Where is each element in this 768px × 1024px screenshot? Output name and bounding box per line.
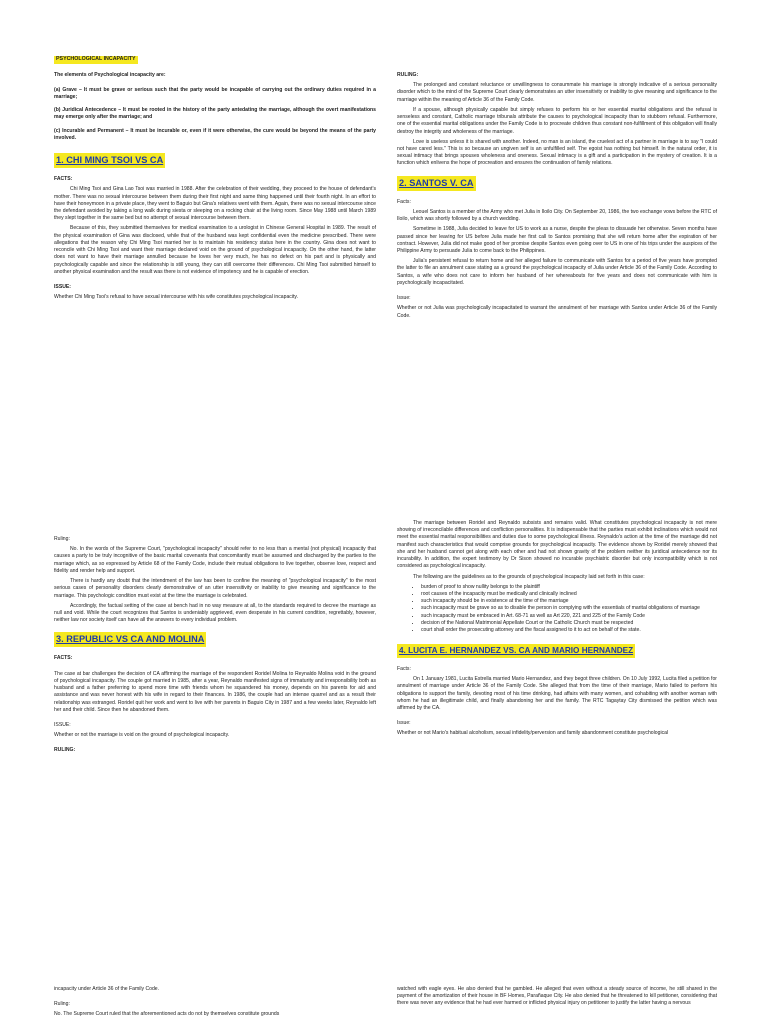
issue-text: Whether or not Mario's habitual alcoholism, sexual infidelity/perversion and family abandonment constitute psychological	[397, 730, 669, 737]
page3-left-column	[54, 986, 376, 1022]
issue-text: Whether Chi Ming Tsoi's refusal to have sexual intercourse with his wife constitutes psychological incapacity.	[54, 294, 298, 301]
page2-right-column	[397, 520, 717, 741]
ruling-paragraph: There is hardly any doubt that the intendment of the law has been to confine the meaning of "psychological incapacity" to the most serious cases of personality disorders clearly demonstrative of an utter insensitivity or inability to give meaning and significance to the marriage. This psychologic condition must exist at the time the marriage is celebrated.	[54, 578, 376, 599]
facts-paragraph: Chi Ming Tsoi and Gina Lao Tsoi was married in 1988. After the celebration of their wedding, they proceed to the house of defendant's mother. There was no sexual intercourse between them during their first night and same thing happened until their fourth night. In an effort to have their honeymoon in a private place, they went to Baguio but Gina's relatives went with them. Again, there was no sexual intercourse since the defendant avoided by taking a long walk during siesta or sleeping on a rocking chair at the living room. Since May 1988 until March 1989 they slept together in the same bed but no attempt of sexual intercourse between them.	[54, 186, 376, 222]
issue-text: Whether or not the marriage is void on the ground of psychological incapacity.	[54, 732, 230, 739]
list-item: • root causes of the incapacity must be medically and clinically inclined	[421, 591, 717, 598]
ruling-paragraph: If a spouse, although physically capable but simply refuses to perform his or her essential marital obligations and the refusal is senseless and constant, Catholic marriage tribunals attribute the causes to psychological incapacity than to stubborn refusal. Furthermore, one of the essential marital obligations under the Family Code is to procreate children thus constant non-fulfillment of this obligation will finally destroy the integrity and wholeness of the marriage.	[397, 106, 717, 135]
case-heading-4: 4. LUCITA E. HERNANDEZ VS. CA AND MARIO HERNANDEZ	[397, 644, 635, 658]
page-title: PSYCHOLOGICAL INCAPACITY	[56, 56, 136, 62]
ruling-label: RULING:	[54, 747, 76, 754]
page3-right-column	[397, 986, 717, 1011]
list-item: • such incapacity must be embraced in Art. 68-71 as well as Art 220, 221 and 225 of the Family Code	[421, 613, 717, 620]
list-item: • decision of the National Matrimonial Appellate Court or the Catholic Church must be respected	[421, 620, 717, 627]
list-item: • burden of proof to show nullity belongs to the plaintiff	[421, 584, 717, 591]
guidelines-list	[397, 584, 717, 635]
facts-paragraph: The case at bar challenges the decision of CA affirming the marriage of the respondent Roridel Molina to Reynaldo Molina void in the ground of psychological incapacity. The couple got married in 1985, after a year, Reynaldo manifested signs of immaturity and irresponsibility both as husband and a father preferring to spend more time with friends whom he squandered his money, depends on his parents for aid and assistance and was never honest with his wife in regard to their finances. In 1986, the couple had an intense quarrel and as a result their relationship was estranged. Roridel quit her work and went to live with her parents in Baguio City in 1987 and a few weeks later, Reynaldo left her and their child. Since then he abandoned them.	[54, 670, 376, 713]
issue-label: ISSUE:	[54, 283, 71, 290]
facts-paragraph: Leouel Santos is a member of the Army who met Julia in Iloilo City. On September 20, 1986, the two exchange vows before the RTC of Iloilo, which was shortly followed by a church wedding.	[397, 208, 717, 223]
page3-text: watched with eagle eyes. He also denied that he gambled. He alleged that even without a steady source of income, he still shared in the payment of the amortization of their house in BF Homes, Parañaque City. He also denied that he threatened to kill petitioner, considering that there was never any evidence that he had ever harmed or inflicted physical injury on petitioner to justify the latter having a nervous	[397, 986, 717, 1007]
facts-paragraph: On 1 January 1981, Lucita Estrella married Mario Hernandez, and they begot three children. On 10 July 1992, Lucita filed a petition for annulment of marriage under Article 36 of the Family Code. She alleged that from the time of their marriage, Mario failed to perform his obligations to support the family, devoting most of his time drinking, had affairs with many women, and cohabiting with another woman with whom he had an illegitimate child, and finally abandoning her and the family. The RTC Tagaytay City dismissed the petition which was affirmed by the CA.	[397, 676, 717, 712]
page3-text: incapacity under Article 36 of the Family Code.	[54, 986, 160, 992]
ruling-paragraph: No. In the words of the Supreme Court, "psychological incapacity" should refer to no less than a mental (not physical) incapacity that causes a party to be truly incognitive of the basic marital covenants that concomitantly must be assumed and discharged by the parties to the marriage which, as so expressed by Article 68 of the Family Code, include their mutual obligations to live together, observe love, respect and fidelity and render help and support.	[54, 546, 376, 574]
element-b: (b) Juridical Antecedence – It must be rooted in the history of the party antedating the marriage, although the overt manifestations may emerge only after the marriage; and	[54, 107, 376, 121]
issue-label: ISSUE:	[54, 722, 71, 728]
page2-left-column	[54, 536, 376, 758]
ruling-paragraph: Love is useless unless it is shared with another. Indeed, no man is an island, the cruelest act of a partner in marriage is to say "I could not have cared less." This is so because an ungiven self is an unfulfilled self. The egoist has nothing but himself. In the natural order, it is sexual intimacy that brings spouses wholeness and oneness. Sexual intimacy is a gift and a participation in the mystery of creation. It is a function which enlivens the hope of procreation and ensures the continuation of family relations.	[397, 138, 717, 167]
facts-label: FACTS:	[54, 655, 73, 662]
ruling-label: Ruling:	[54, 1001, 70, 1008]
issue-label: Issue:	[397, 295, 411, 302]
element-c: (c) Incurable and Permanent – It must be incurable or, even if it were otherwise, the cure would be beyond the means of the party involved.	[54, 127, 376, 141]
list-item: • such incapacity should be in existence at the time of the marriage	[421, 598, 717, 605]
issue-text: Whether or not Julia was psychologically incapacitated to warrant the annulment of her marriage with Santos under Article 36 of the Family Code.	[397, 305, 717, 319]
element-a: (a) Grave – It must be grave or serious such that the party would be incapable of carrying out the ordinary duties required in a marriage;	[54, 86, 376, 100]
facts-paragraph: Because of this, they submitted themselves for medical examination to a urologist in Chinese General Hospital in 1989. The result of the physical examination of Gina was disclosed, while that of the husband was kept confidential even the medicine prescribed. There were allegations that the reason why Chi Ming Tsoi married her is to maintain his residency status here in the country. Gina does not want to reconcile with Chi Ming Tsoi and want their marriage declared void on the ground of psychological incapacity. On the other hand, the latter does not want to have their marriage annulled because he loves her very much, he has no defect on his part and is physically and psychologically capable and since the relationship is still young, they can still overcome their differences. Chi Ming Tsoi submitted himself to another physical examination and the result was there is not evidence of impotency and he is capable of erection.	[54, 225, 376, 275]
page1-right-column	[397, 72, 717, 323]
list-item: • court shall order the prosecuting attorney and the fiscal assigned to it to act on behalf of the state.	[421, 627, 717, 634]
issue-label: Issue:	[397, 720, 411, 727]
page1-left-column	[54, 56, 376, 304]
ruling-paragraph: Accordingly, the factual setting of the case at bench had in no way measure at all, to the standards required to decree the marriage as null and void. While the court recognizes that Santos is undeniably aggrieved, even desperate in his current condition, regrettably, however, neither law nor society itself can have all the answers to every individual problem.	[54, 602, 376, 624]
ruling-paragraph: No. The Supreme Court ruled that the aforementioned acts do not by themselves constitute grounds	[54, 1011, 280, 1018]
list-item: • such incapacity must be grave so as to disable the person in complying with the essentials of marital obligations of marriage	[421, 605, 717, 612]
facts-paragraph: Julia's persistent refusal to return home and her alleged failure to communicate with Santos for a period of five years have prompted the latter to file an annulment case stating as a ground the psychological incapacity of Julia under Article 36 of the Family Code. According to Santos, a wife who does not care to inform her husband of her whereabouts for five years and does not communicate with him is psychologically incapacitated.	[397, 258, 717, 286]
ruling-label: RULING:	[397, 72, 419, 78]
facts-label: Facts:	[397, 665, 411, 672]
case-heading-1: 1. CHI MING TSOI VS CA	[54, 153, 165, 168]
facts-label: FACTS:	[54, 176, 73, 183]
guidelines-intro: The following are the guidelines as to the grounds of psychological incapacity laid set forth in this case:	[413, 573, 645, 580]
facts-label: Facts:	[397, 198, 411, 205]
elements-intro: The elements of Psychological incapacity are:	[54, 71, 166, 78]
facts-paragraph: Sometime in 1988, Julia decided to leave for US to work as a nurse, despite the pleas to dissuade her otherwise. Seven months have passed since her leaving for US before Julia made her first call to Santos promising that she will return home after the expiration of her contract. However, Julia did not make good of her promise despite Santos even going over to US in one of his trips under the auspices of the Philippine Army to persuade Julia to come back to the Philippines.	[397, 226, 717, 254]
ruling-label: Ruling:	[54, 536, 70, 542]
ruling-paragraph: The marriage between Roridel and Reynaldo subsists and remains valid. What constitutes psychological incapacity is not mere showing of irreconcilable differences and confliction personalities. It is indispensable that the parties must exhibit inclinations which would not meet the essential marital responsibilities and duties due to some psychological illness. Reynaldo's action at the time of the marriage did not manifest such characteristics that would comprise grounds for psychological incapacity. The evidence shown by Roridel merely showed that she and her husband cannot get along with each other and had not shown gravity of the problem neither its juridical antecedence nor its incurability. In addition, the expert testimony by Dr Sison showed no incurable psychiatric disorder but only incompatibility which is not considered as psychological incapacity.	[397, 520, 717, 570]
case-heading-3: 3. REPUBLIC VS CA AND MOLINA	[54, 632, 206, 647]
case-heading-2: 2. SANTOS V. CA	[397, 176, 476, 191]
ruling-paragraph: The prolonged and constant reluctance or unwillingness to consummate his marriage is strongly indicative of a serious personality disorder which to the mind of the Supreme Court clearly demonstrates an utter insensitivity or inability to give meaning and significance to the marriage within the meaning of Article 36 of the Family Code.	[397, 82, 717, 103]
